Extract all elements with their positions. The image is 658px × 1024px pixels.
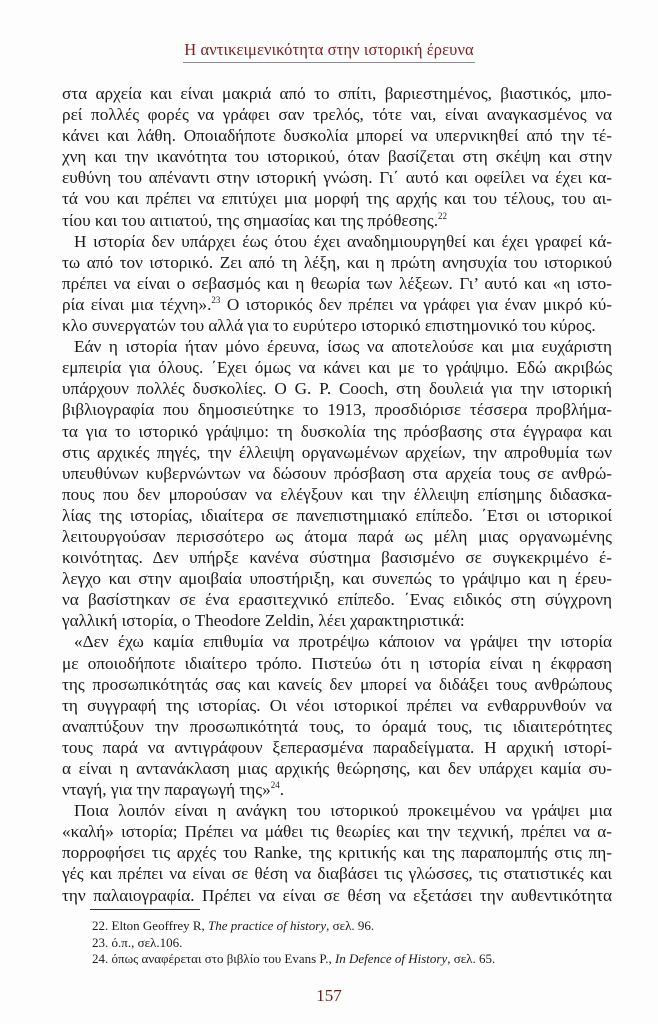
text-line — [62, 547, 612, 568]
text-line — [62, 231, 612, 252]
line-text: της προσωπικότητάς σας και κανείς δεν μπορεί να διδάξει τους ανθρώπους — [62, 674, 612, 694]
line-text: κάνει και λάθη. Οποιαδήποτε δυσκολία μπορεί να υπερνικηθεί από την τέ- — [62, 126, 612, 146]
line-text: Η ιστορία δεν υπάρχει έως ότου έχει αναδημιουργηθεί και έχει γραφεί κά- — [74, 231, 612, 251]
text-line — [62, 758, 612, 779]
footnote-ref[interactable]: 22 — [438, 210, 448, 221]
line-text: «Δεν έχω καμία επιθυμία να προτρέψω κάποιον να γράψει την ιστορία — [74, 632, 612, 652]
line-text-after: Ο ιστορικός δεν πρέπει να γράφει για έναν μικρό κύ- — [220, 294, 612, 314]
text-line — [62, 315, 612, 336]
footnote-text-after: , σελ. 65. — [447, 951, 496, 966]
text-line — [62, 821, 612, 842]
line-text: στα αρχεία και είναι μακριά από το σπίτι, βαριεστημένος, βιαστικός, μπο- — [62, 84, 612, 103]
text-line — [62, 779, 612, 800]
text-line — [62, 863, 612, 884]
text-line — [62, 885, 612, 906]
running-head-title: Η αντικειμενικότητα στην ιστορική έρευνα — [183, 40, 475, 63]
text-line — [62, 505, 612, 526]
footnote-book-title: The practice of history — [208, 918, 327, 933]
line-text: ευθύνη του απέναντι στην ιστορική γνώση. Γι΄ αυτό και οφείλει να έχει κα- — [62, 168, 612, 188]
line-text: την παλαιογραφία. Πρέπει να είναι σε θέση να εξετάσει την αυθεντικότητα — [62, 885, 612, 905]
line-text: α είναι η αντανάκλαση μιας αρχικής θεώρησης, και δεν υπάρχει καμία συ- — [62, 759, 612, 778]
line-text: Εάν η ιστορία ήταν μόνο έρευνα, ίσως να αποτελούσε και μια ευχάριστη — [74, 337, 612, 357]
text-line — [62, 716, 612, 737]
text-line — [62, 800, 612, 821]
text-line — [62, 526, 612, 547]
text-line — [62, 610, 612, 631]
text-line — [62, 737, 612, 758]
line-text: στις αρχικές πηγές, την έλλειψη οργανωμένων αρχείων, την απροθυμία των — [62, 442, 612, 462]
line-text: τη συγγραφή της ιστορίας. Οι νέοι ιστορικοί πρέπει να ενθαρρυνθούν να — [62, 695, 612, 715]
footnote-text: 22. Elton Geoffrey R, — [92, 918, 209, 933]
footnotes — [92, 918, 612, 968]
line-text: πορροφήσει τις αρχές του Ranke, της κριτικής και της παραπομπής στις πη- — [62, 843, 612, 863]
text-line — [62, 104, 612, 125]
page-number: 157 — [316, 986, 342, 1005]
line-text: πρέπει να είναι ο σεβασμός και η θεωρία των λέξεων. Γι’ αυτό και «η ιστο- — [62, 273, 612, 293]
text-line — [62, 146, 612, 167]
line-text: κοινότητας. Δεν υπήρξε κανένα σύστημα βασισμένο σε συγκεκριμένο έ- — [62, 548, 612, 568]
text-line — [62, 83, 612, 104]
line-text: τους παρά να αντιγράφουν ξεπερασμένα παραδείγματα. Η αρχική ιστορί- — [62, 737, 612, 757]
text-line — [62, 589, 612, 610]
line-text: ρία είναι μια τέχνη». — [62, 294, 212, 314]
text-line — [62, 273, 612, 294]
text-line — [62, 125, 612, 146]
body-text — [62, 83, 612, 906]
line-text: αναπτύξουν την προσωπικότητά τους, το όραμά τους, τις ιδιαιτερότητες — [62, 716, 612, 736]
footnote — [92, 918, 612, 935]
line-text: βιβλιογραφία που δημοσιεύτηκε το 1913, προσδιόρισε τέσσερα προβλήμα- — [62, 400, 612, 420]
text-line — [62, 695, 612, 716]
text-line — [62, 421, 612, 442]
text-line — [62, 252, 612, 273]
line-text: ρεί πολλές φορές να γράφει σαν τρελός, τότε ναι, είναι αναγκασμένος να — [62, 105, 612, 125]
line-text: «καλή» ιστορία; Πρέπει να μάθει τις θεωρίες και την τεχνική, πρέπει να α- — [62, 822, 612, 842]
line-text: λεγχο και στην αμοιβαία υποστήριξη, και συνεπώς το γράψιμο και η έρευ- — [62, 569, 612, 589]
footnote — [92, 935, 612, 952]
text-line — [62, 568, 612, 589]
line-text: υπευθύνων κυβερνώντων να δώσουν πρόσβαση στα αρχεία τους σε ανθρώ- — [62, 463, 612, 483]
line-text: πους που δεν μπορούσαν να ελέγξουν και την έλλειψη επίσημης διδασκα- — [62, 484, 612, 504]
line-text: λειτουργούσαν περισσότερο ως άτομα παρά ως μέλη μιας οργανωμένης — [62, 526, 612, 546]
text-line — [62, 294, 612, 315]
footnote-book-title: In Defence of History — [334, 951, 448, 966]
line-text: να βασίστηκαν σε ένα ερασιτεχνικό επίπεδο. ΄Ενας ειδικός στη σύγχρονη — [62, 590, 612, 610]
footnote-ref[interactable]: 24 — [270, 780, 280, 791]
text-line — [62, 631, 612, 652]
line-text: κλο συνεργατών του αλλά για το ευρύτερο ιστορικό επιστημονικό του κύρος. — [62, 316, 596, 336]
line-text-after: . — [279, 780, 284, 800]
running-head — [0, 40, 658, 63]
text-line — [62, 336, 612, 357]
line-text: υπάρχουν πολλές δυσκολίες. Ο G. P. Cooch, στη δουλειά για την ιστορική — [62, 379, 612, 399]
text-line — [62, 674, 612, 695]
line-text: νταγή, για την παραγωγή της» — [62, 780, 271, 800]
footnote-text: 24. όπως αναφέρεται στο βιβλίο του Evans P., — [92, 951, 335, 966]
text-line — [62, 463, 612, 484]
text-line — [62, 357, 612, 378]
text-line — [62, 210, 612, 231]
text-line — [62, 167, 612, 188]
line-text: γαλλική ιστορία, ο Theodore Zeldin, λέει χαρακτηριστικά: — [62, 611, 465, 631]
line-text: χνη και την ικανότητα του ιστορικού, όταν βασίζεται στη σκέψη και στην — [62, 147, 612, 167]
text-line — [62, 188, 612, 209]
footnote-text-after: , σελ. 96. — [326, 918, 375, 933]
text-line — [62, 653, 612, 674]
line-text: τω από τον ιστορικό. Ζει από τη λέξη, και η πρώτη ανησυχία του ιστορικού — [62, 252, 612, 272]
line-text: τα για το ιστορικό γράψιμο: τη δυσκολία της πρόσβασης στα έγγραφα και — [62, 421, 612, 441]
footnote — [92, 951, 612, 968]
line-text: τίου και του αιτιατού, της σημασίας και της πρόθεσης. — [62, 210, 439, 230]
text-line — [62, 378, 612, 399]
line-text: με οποιοδήποτε ιδιαίτερο τρόπο. Πιστεύω ότι η ιστορία είναι η έκφραση — [62, 653, 612, 673]
text-line — [62, 842, 612, 863]
line-text: Ποια λοιπόν είναι η ανάγκη του ιστορικού προκειμένου να γράψει μια — [74, 801, 612, 821]
footnote-text: 23. ό.π., σελ.106. — [92, 934, 183, 950]
text-line — [62, 442, 612, 463]
line-text: τά νου και πρέπει να επιτύχει μια μορφή της αρχής και του τέλους, του αι- — [62, 189, 612, 209]
footnote-rule — [90, 909, 200, 910]
footnote-ref[interactable]: 23 — [211, 294, 221, 305]
line-text: εμπειρία για όλους. ΄Εχει όμως να κάνει και με το γράψιμο. Εδώ ακριβώς — [62, 358, 612, 378]
line-text: γές και πρέπει να είναι σε θέση να διαβάσει τις γλώσσες, τις στατιστικές και — [62, 864, 612, 884]
text-line — [62, 399, 612, 420]
text-line — [62, 484, 612, 505]
line-text: λίας της ιστορίας, ιδιαίτερα σε πανεπιστημιακό επίπεδο. ΄Ετσι οι ιστορικοί — [62, 505, 612, 525]
